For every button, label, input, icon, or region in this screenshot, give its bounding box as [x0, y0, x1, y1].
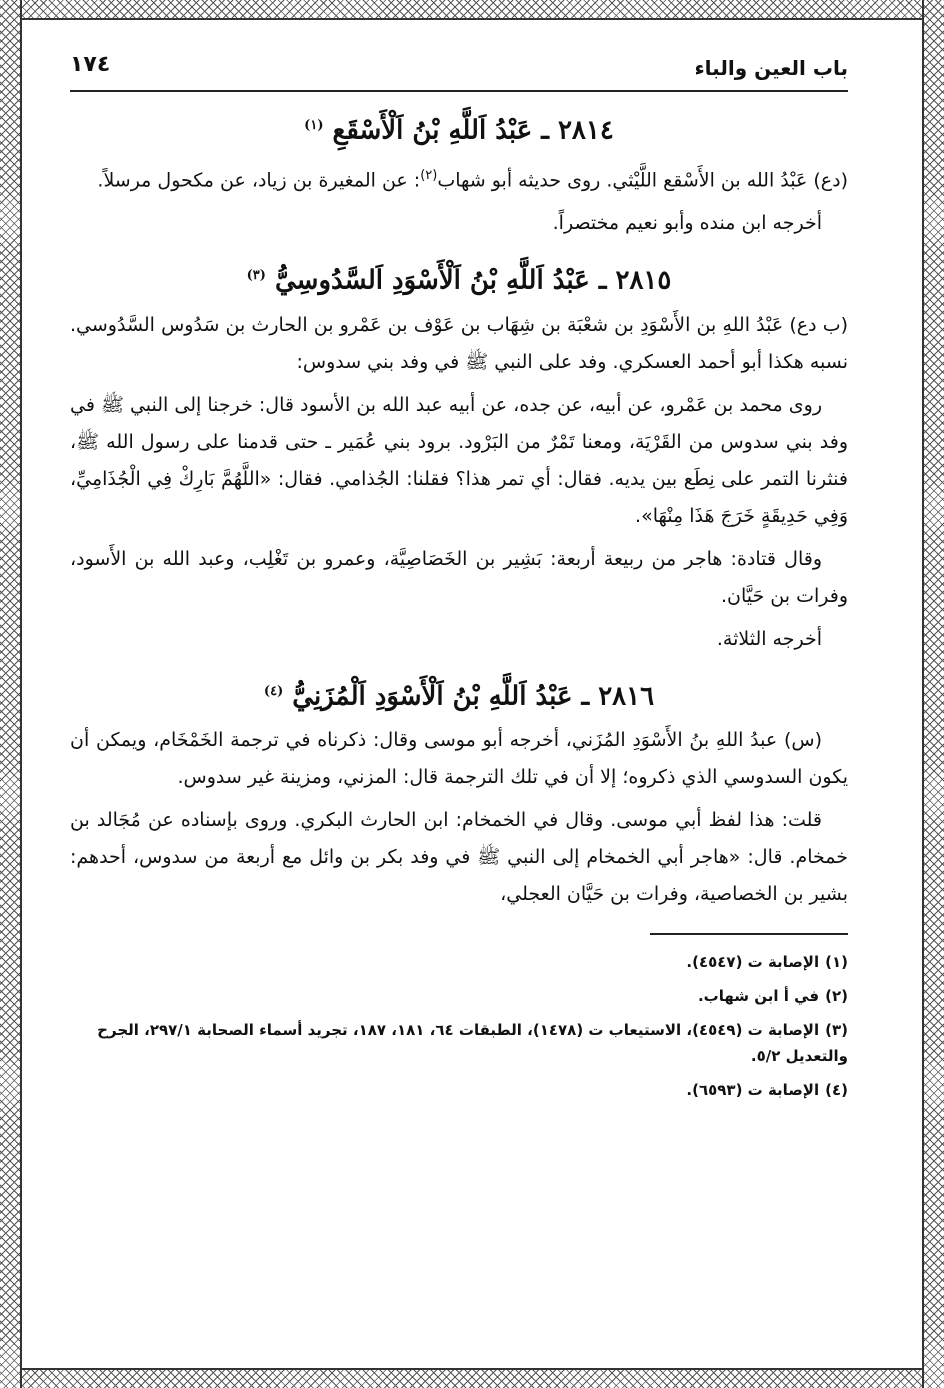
footnote-number: (٤)	[825, 1081, 848, 1100]
entry-paragraph	[70, 205, 848, 242]
footnote	[70, 1077, 848, 1103]
footnote-separator	[650, 933, 848, 935]
ornamental-border-top	[0, 0, 944, 20]
entry-title: ٢٨١٦ ـ عَبْدُ اَللَّهِ بْنُ اَلْأَسْوَدِ اَلْمُزَنِيُّ	[292, 681, 655, 712]
paragraph-text: : عن المغيرة بن زياد، عن مكحول مرسلاً.	[97, 168, 421, 191]
entry-paragraph	[70, 307, 848, 381]
entry-paragraph	[70, 387, 848, 535]
footnote-marker: (٤)	[263, 683, 284, 699]
footnote-text: الإصابة ت (٦٥٩٣).	[686, 1081, 820, 1100]
footnote	[70, 983, 848, 1009]
entry-paragraph	[70, 157, 848, 199]
paragraph-text: وقال قتادة: هاجر من ربيعة أربعة: بَشِير بن الخَصَاصِيَّة، وعمرو بن تَغْلِب، وعبد الله بن الأَسود، وفرات بن حَيَّان.	[70, 547, 848, 607]
running-header	[70, 46, 848, 92]
entry-paragraph	[70, 722, 848, 796]
entry-title: ٢٨١٥ ـ عَبْدُ اَللَّهِ بْنُ اَلْأَسْوَدِ اَلسَّدُوسِيُّ	[274, 265, 672, 296]
entry-paragraph	[70, 621, 848, 658]
ornamental-border-right	[922, 0, 944, 1388]
entry-title: ٢٨١٤ ـ عَبْدُ اَللَّهِ بْنُ اَلْأَسْقَعِ	[332, 115, 614, 146]
paragraph-text: أخرجه الثلاثة.	[716, 627, 822, 650]
entry-heading	[70, 674, 848, 715]
footnote-number: (١)	[825, 953, 848, 972]
footnote-text: في أ ابن شهاب.	[697, 987, 820, 1006]
footnotes	[70, 949, 848, 1103]
ornamental-border-bottom	[0, 1368, 944, 1388]
footnote-marker: (١)	[304, 118, 324, 133]
entry-paragraph	[70, 802, 848, 913]
footnote-marker: (٣)	[246, 267, 266, 283]
entry-heading	[70, 108, 848, 149]
footnote	[70, 949, 848, 975]
chapter-title: باب العين والباء	[694, 56, 848, 80]
page-content	[70, 46, 848, 1111]
ornamental-border-left	[0, 0, 22, 1388]
paragraph-text: (س) عبدُ اللهِ بنُ الأَسْوَدِ المُزَني، أخرجه أبو موسى وقال: ذكرناه في ترجمة الخَمْخَام، ويمكن أن يكون السدوسي الذي ذكروه؛ إلا أن في تلك الترجمة قال: المزني، ومزينة غير سدوس.	[70, 729, 848, 789]
footnote-text: الإصابة ت (٤٥٤٧).	[686, 953, 820, 972]
paragraph-text: (دع) عَبْدُ الله بن الأَسْقع اللَّيْثي. روى حديثه أبو شهاب	[437, 168, 848, 191]
footnote	[70, 1017, 848, 1069]
footnote-number: (٢)	[825, 987, 848, 1006]
entry-paragraph	[70, 541, 848, 615]
paragraph-text: (ب دع) عَبْدُ اللهِ بن الأَسْوَدِ بن شعْبَة بن شِهَاب بن عَوْف بن عَمْرو بن الحارث بن سَدُوس السَّدُوسي. نسبه هكذا أبو أحمد العسكري. وفد على النبي ﷺ في وفد بني سدوس:	[70, 313, 848, 373]
page-number: ١٧٤	[70, 52, 111, 77]
entry-heading	[70, 258, 848, 299]
footnote-text: الإصابة ت (٤٥٤٩)، الاستيعاب ت (١٤٧٨)، الطبقات ٦٤، ١٨١، ١٨٧، تجريد أسماء الصحابة ٢٩٧/١، الجرح والتعديل ٥/٢.	[97, 1021, 848, 1066]
paragraph-text: روى محمد بن عَمْرو، عن أبيه، عن جده، عن أبيه عبد الله بن الأسود قال: خرجنا إلى النبي ﷺ في وفد بني سدوس من القَرْيَة، ومعنا تَمْرٌ من البَرْود. برود بني عُمَير ـ حتى قدمنا على رسول الله ﷺ، فنثرنا التمر على نِطَع بين يديه. فقال: أي تمر هذا؟ فقلنا: الجُذامي. فقال: «اللَّهُمَّ بَارِكْ فِي الْجُذَامِيِّ، وَفِي حَدِيقَةٍ خَرَجَ هَذَا مِنْهَا».	[70, 393, 848, 527]
paragraph-text: أخرجه ابن منده وأبو نعيم مختصراً.	[552, 211, 822, 234]
paragraph-text: قلت: هذا لفظ أبي موسى. وقال في الخمخام: ابن الحارث البكري. وروى بإسناده عن مُجَالد بن خمخام. قال: «هاجر أبي الخمخام إلى النبي ﷺ في وفد بكر بن وائل مع أربعة من سدوس، أحدهم: بشير بن الخصاصية، وفرات بن حَيَّان العجلي،	[70, 809, 848, 906]
footnote-number: (٣)	[825, 1021, 848, 1040]
footnote-marker: (٢)	[420, 167, 438, 183]
